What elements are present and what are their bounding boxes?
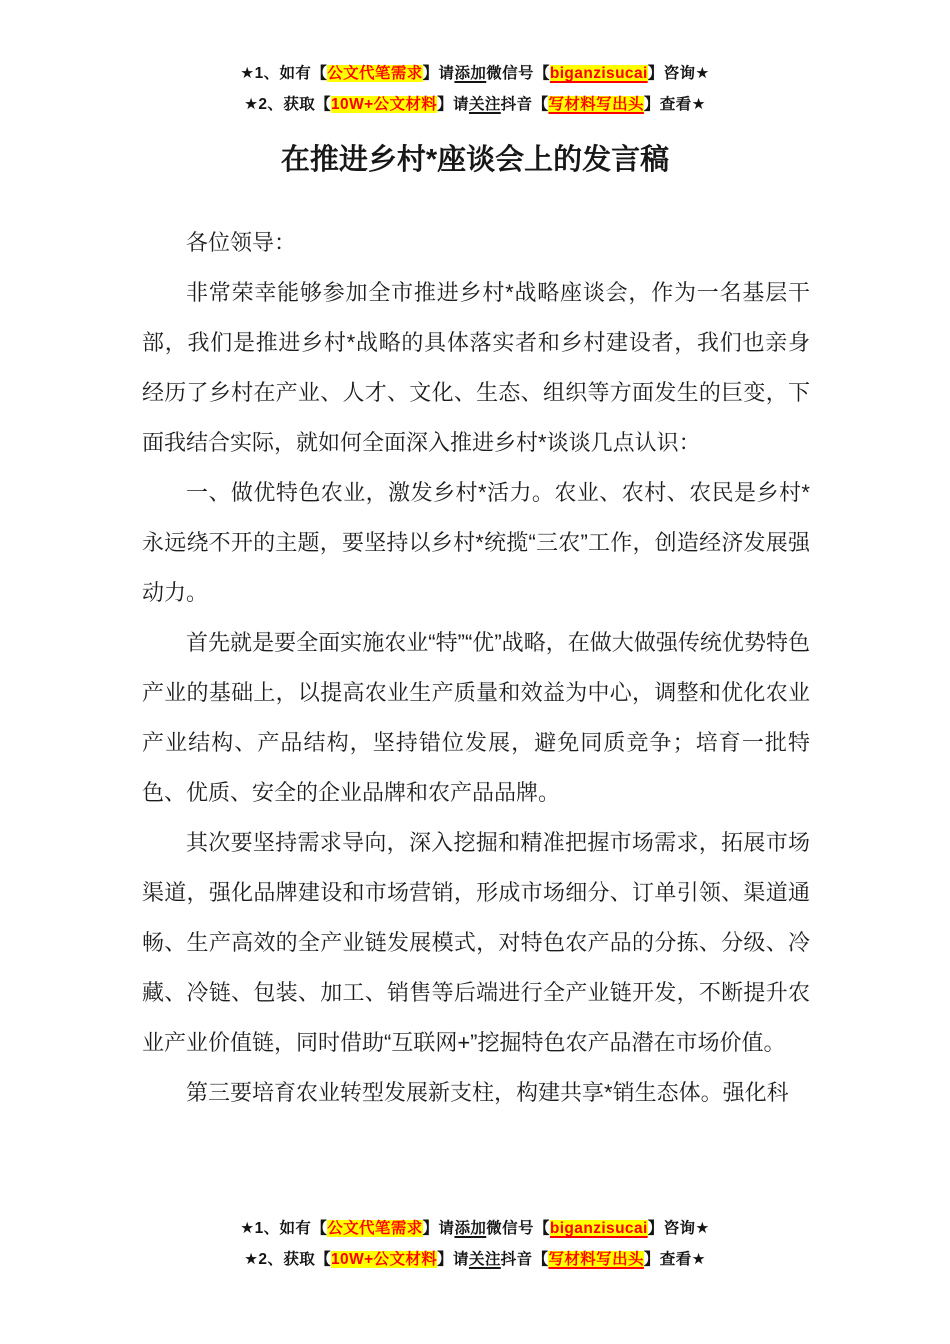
banner-highlight-service: 公文代笔需求: [327, 65, 423, 82]
paragraph-point-one: 一、做优特色农业，激发乡村*活力。农业、农村、农民是乡村*永远绕不开的主题，要坚持以乡村*统揽“三农”工作，创造经济发展强动力。: [142, 480, 810, 605]
banner-underline-add: 添加: [454, 65, 487, 82]
paragraph-second: 其次要坚持需求导向，深入挖掘和精准把握市场需求，拓展市场渠道，强化品牌建设和市场营销，形成市场细分、订单引领、渠道通畅、生产高效的全产业链发展模式，对特色农产品的分拣、分级、冷藏、冷链、包装、加工、销售等后端进行全产业链开发，不断提升农业产业价值链，同时借助“互联网+”挖掘特色农产品潜在市场价值。: [142, 830, 810, 1055]
banner-text: 】请: [437, 1251, 469, 1268]
banner-text: ★1、如有【: [240, 65, 328, 82]
paragraph-first: 首先就是要全面实施农业“特”“优”战略，在做大做强传统优势特色产业的基础上，以提高农业生产质量和效益为中心，调整和优化农业产业结构、产品结构，坚持错位发展，避免同质竞争；培育一批特色、优质、安全的企业品牌和农产品品牌。: [142, 630, 810, 805]
banner-wechat-id: biganzisucai: [549, 1220, 648, 1237]
document-title: 在推进乡村*座谈会上的发言稿: [280, 144, 670, 176]
footer-banner: [0, 1213, 950, 1275]
salutation: 各位领导：: [186, 230, 297, 255]
banner-text: 】咨询★: [647, 1220, 710, 1237]
banner-text: ★2、获取【: [244, 1251, 332, 1268]
paragraph-third: 第三要培育农业转型发展新支柱，构建共享*销生态体。强化科: [186, 1080, 789, 1105]
banner-highlight-materials: 10W+公文材料: [331, 96, 438, 113]
banner-text: 】请: [422, 1220, 455, 1237]
banner-text: 抖音【: [500, 1251, 549, 1268]
footer-banner-line-2: [0, 1244, 950, 1275]
paragraph-intro: 非常荣幸能够参加全市推进乡村*战略座谈会，作为一名基层干部，我们是推进乡村*战略的具体落实者和乡村建设者，我们也亲身经历了乡村在产业、人才、文化、生态、组织等方面发生的巨变，下面我结合实际，就如何全面深入推进乡村*谈谈几点认识：: [142, 280, 810, 455]
banner-highlight-materials: 10W+公文材料: [331, 1251, 438, 1268]
banner-highlight-service: 公文代笔需求: [327, 1220, 423, 1237]
banner-text: ★1、如有【: [240, 1220, 328, 1237]
banner-text: 】查看★: [643, 96, 706, 113]
footer-banner-line-1: [0, 1213, 950, 1244]
banner-text: 抖音【: [500, 96, 549, 113]
banner-text: 微信号【: [486, 65, 550, 82]
document-body: [142, 218, 810, 1118]
banner-text: 】咨询★: [647, 65, 710, 82]
banner-underline-add: 添加: [454, 1220, 487, 1237]
banner-douyin-id: 写材料写出头: [548, 1251, 644, 1268]
header-banner-line-1: [0, 58, 950, 89]
banner-text: 】查看★: [643, 1251, 706, 1268]
banner-douyin-id: 写材料写出头: [548, 96, 644, 113]
header-banner-line-2: [0, 89, 950, 120]
banner-underline-follow: 关注: [468, 96, 501, 113]
banner-underline-follow: 关注: [468, 1251, 501, 1268]
banner-text: ★2、获取【: [244, 96, 332, 113]
header-banner: [0, 58, 950, 120]
banner-wechat-id: biganzisucai: [549, 65, 648, 82]
banner-text: 】请: [437, 96, 469, 113]
banner-text: 】请: [422, 65, 455, 82]
banner-text: 微信号【: [486, 1220, 550, 1237]
